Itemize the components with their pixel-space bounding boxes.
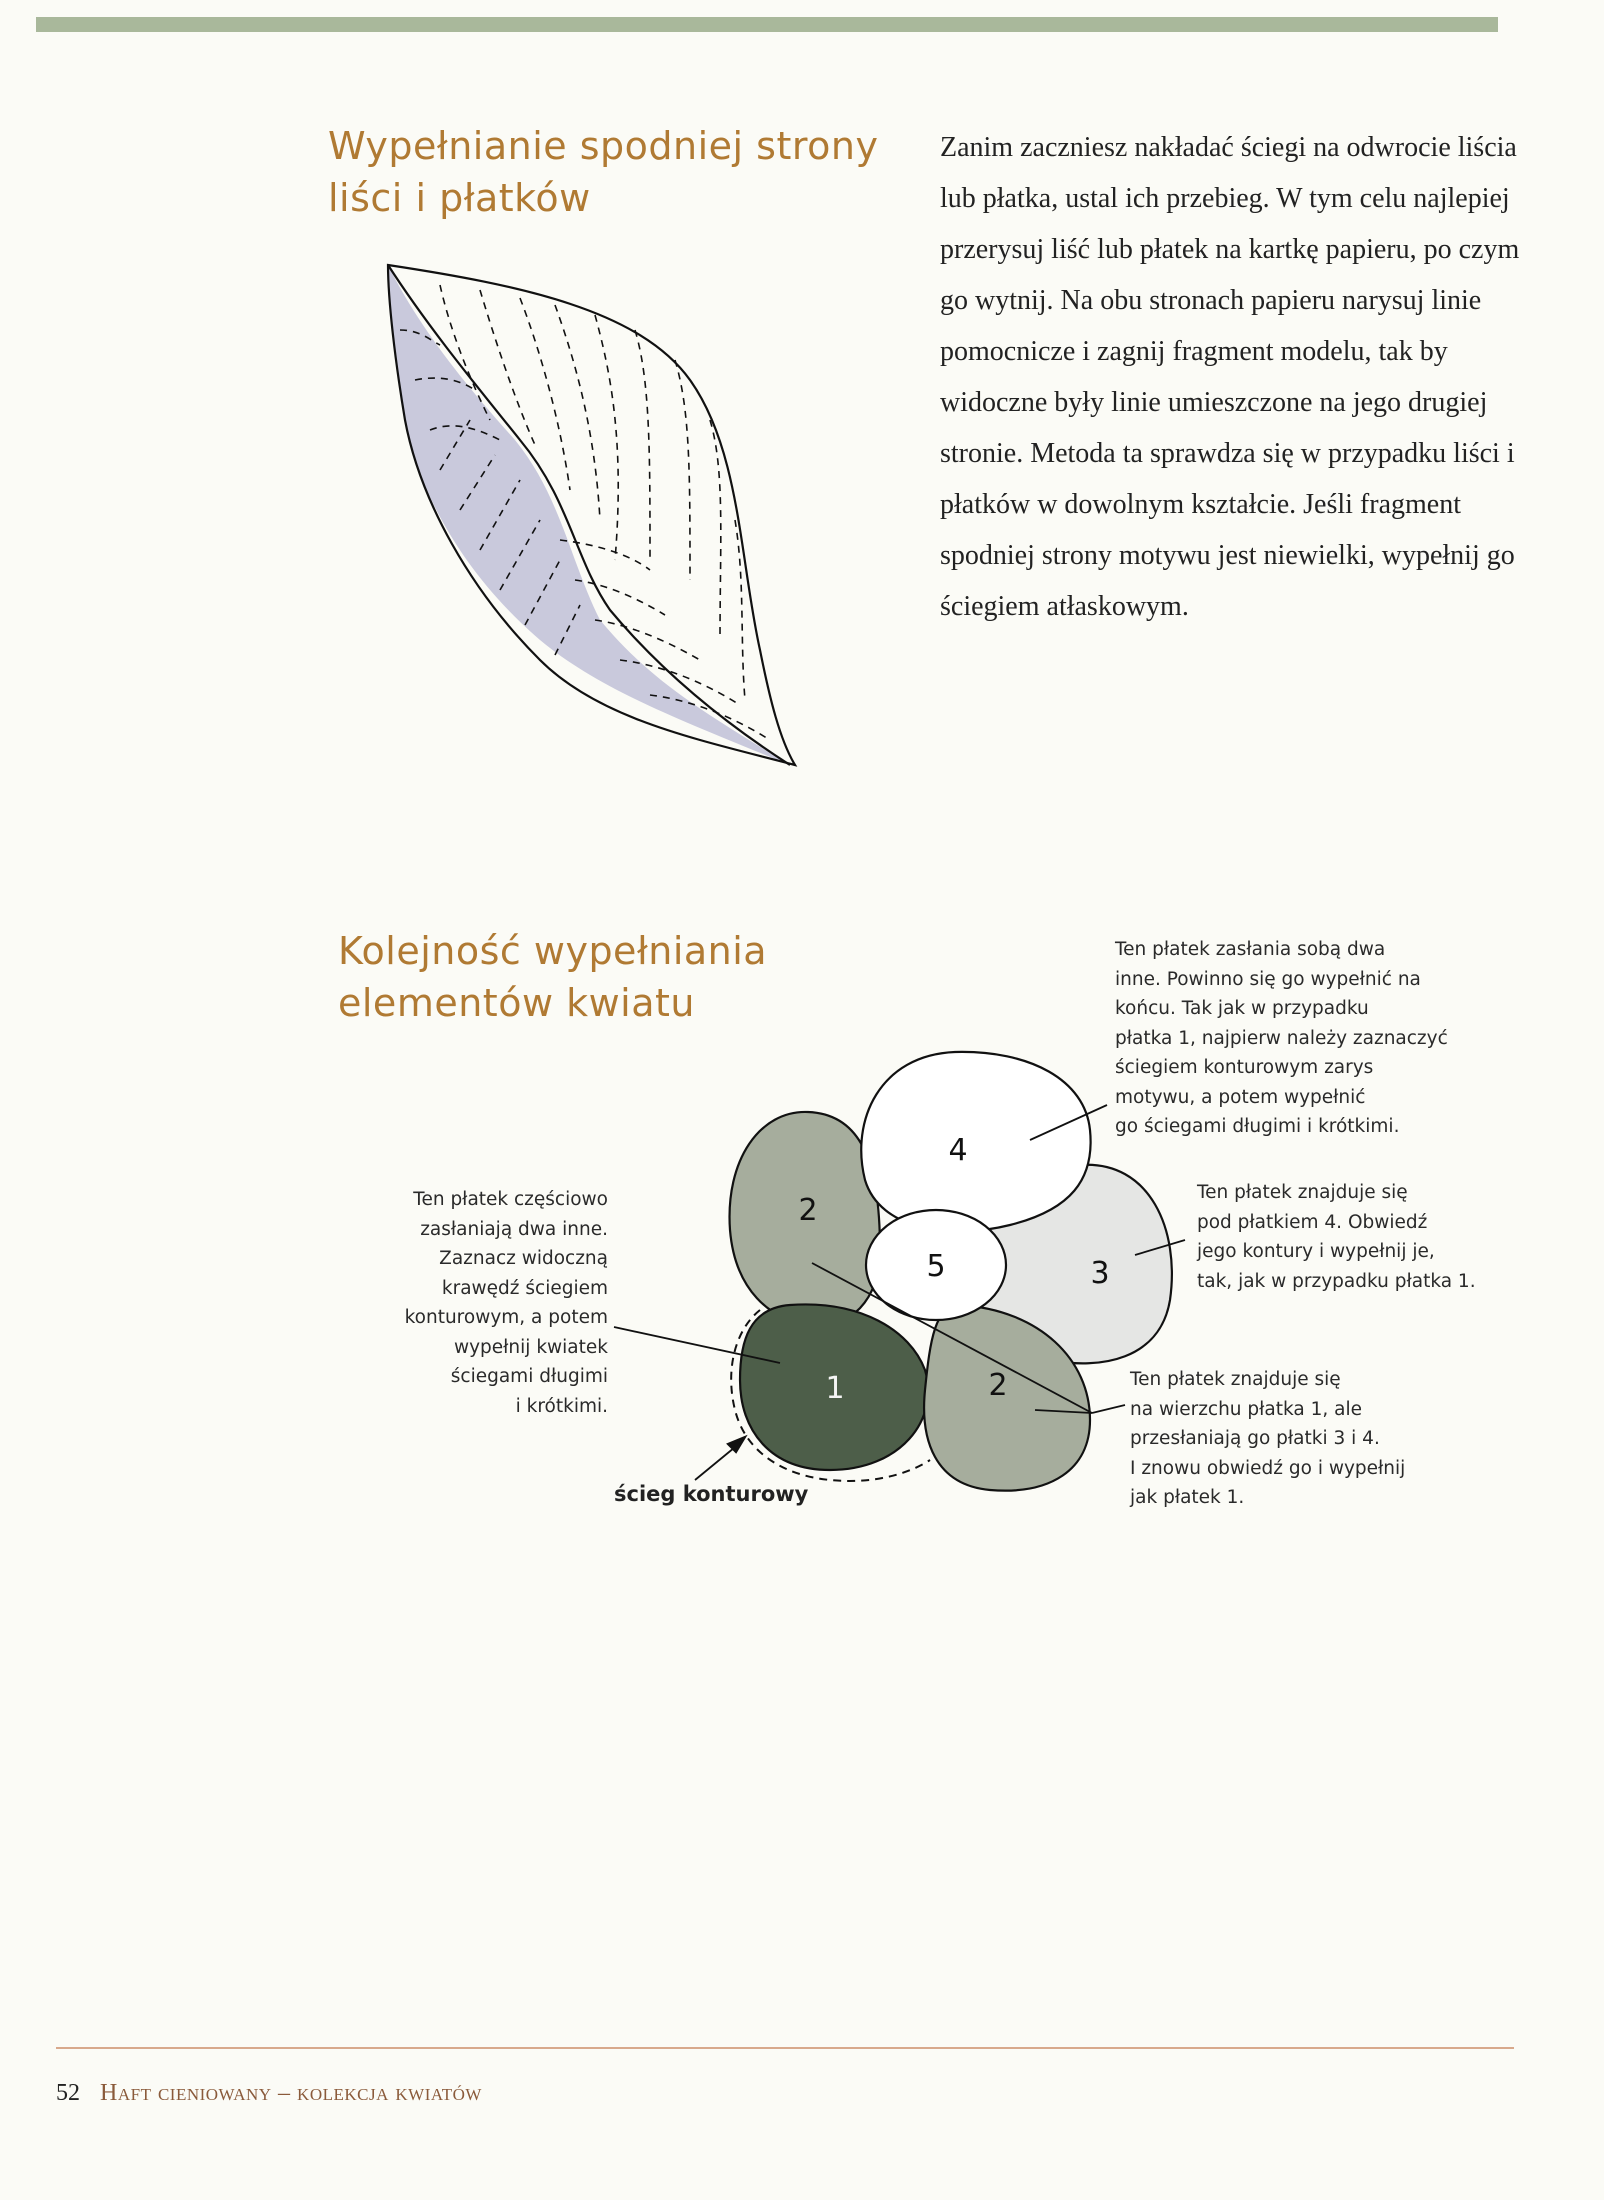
petal-number-5: 5 <box>926 1249 946 1284</box>
book-title: Haft cieniowany – kolekcja kwiatów <box>100 2080 482 2106</box>
petal-4 <box>861 1052 1090 1231</box>
petal-number-4: 4 <box>948 1133 968 1168</box>
stitch-label: ścieg konturowy <box>614 1482 809 1506</box>
note-petal-2: Ten płatek znajduje się na wierzchu płatka 1, ale przesłaniają go płatki 3 i 4. I znowu obwiedź go i wypełnij jak płatek 1. <box>1130 1369 1406 1508</box>
page-number: 52 <box>56 2080 80 2106</box>
note-petal-1: Ten płatek częściowo zasłaniają dwa inne. Zaznacz widoczną krawędź ściegiem konturowym, a potem wypełnij kwiatek ściegami długimi i krótkimi. <box>404 1189 608 1417</box>
section1-body-text: Zanim zaczniesz nakładać ściegi na odwrocie liścia lub płatka, ustal ich przebieg. W tym celu najlepiej przerysuj liść lub płatek na kartkę papieru, po czym go wytnij. Na obu stronach papieru narysuj linie pomocnicze i zagnij fragment modelu, tak by widoczne były linie umieszczone na jego drugiej stronie. Metoda ta sprawdza się w przypadku liści i płatków w dowolnym kształcie. Jeśli fragment spodniej strony motywu jest niewielki, wypełnij go ściegiem atłaskowym. <box>940 132 1520 622</box>
petal-number-3: 3 <box>1090 1256 1110 1291</box>
petal-number-1: 1 <box>825 1371 845 1406</box>
leaf-underside-shaded <box>388 265 790 765</box>
page-footer <box>56 2080 482 2107</box>
section1-heading: Wypełnianie spodniej strony liści i płatków <box>328 124 879 220</box>
petal-number-2-upper: 2 <box>798 1193 818 1228</box>
note-petal-3: Ten płatek znajduje się pod płatkiem 4. Obwiedź jego kontury i wypełnij je, tak, jak w przypadku płatka 1. <box>1197 1182 1476 1292</box>
section2-heading: Kolejność wypełniania elementów kwiatu <box>338 929 768 1025</box>
petal-number-2-lower: 2 <box>988 1368 1008 1403</box>
footer-rule <box>56 2047 1514 2049</box>
note-petal-4: Ten płatek zasłania sobą dwa inne. Powinno się go wypełnić na końcu. Tak jak w przypadku płatka 1, najpierw należy zaznaczyć ściegiem konturowym zarys motywu, a potem wypełnić go ściegami długimi i krótkimi. <box>1115 939 1448 1137</box>
leaf-illustration <box>388 265 795 765</box>
